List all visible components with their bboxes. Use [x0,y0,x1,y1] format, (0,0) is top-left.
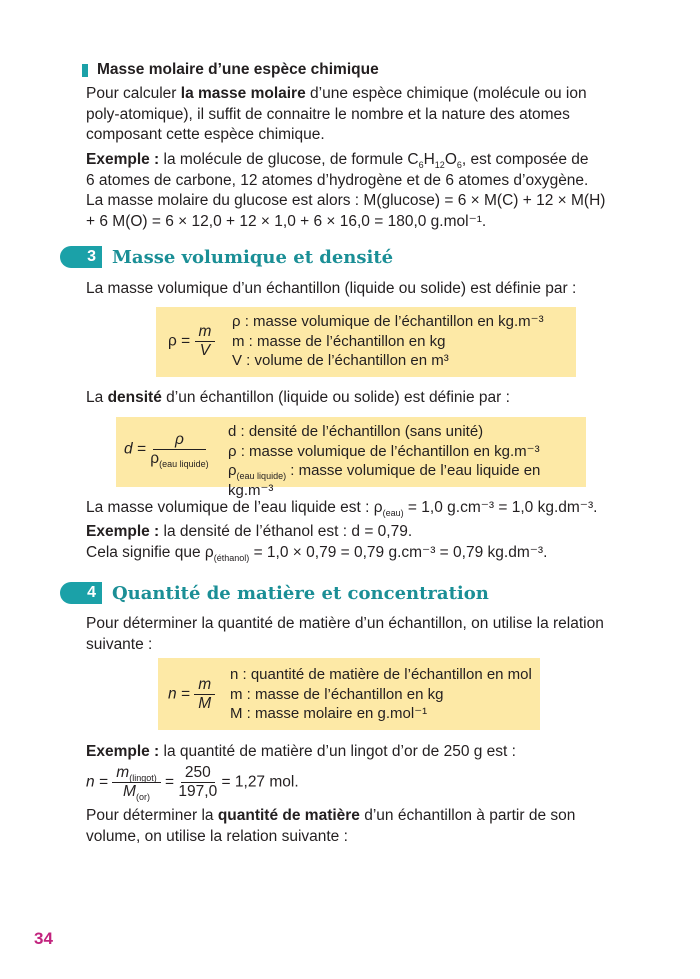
section-3-heading [60,245,393,269]
example-label: Exemple : [86,151,160,168]
def-rho-water: $\rho_{(eau liquide)}$ : masse volumique de l’eau liquide en kg.m⁻³ [228,462,541,499]
density-intro: La densité d’un échantillon (liquide ou solide) est définie par : [86,389,510,406]
quantity-box [158,658,540,730]
glucose-example: Exemple : la molécule de glucose, de formule $C_6H_{12}O_6$, est composée de 6 atomes de carbone, 12 atomes d’hydrogène et de 6 atomes d’oxygène. La masse molaire du glucose est alors : M(glucose) = 6 × M(C) + 12 × M(H) + 6 M(O) = 6 × 12,0 + 12 × 1,0 + 6 × 16,0 = 180,0 g.mol⁻¹. [86,151,606,230]
section-3-title: Masse volumique et densité [112,246,394,268]
gold-calculation: n = $\frac{m_{(lingot)}}{M_{(or)}}$ = $\frac{250}{197,0}$ = 1,27 mol. [86,764,299,803]
volumic-mass-box [156,307,576,377]
density-box [116,417,586,499]
density-mass-intro: La masse volumique d’un échantillon (liquide ou solide) est définie par : [86,280,577,297]
quantity-intro: Pour déterminer la quantité de matière d’un échantillon, on utilise la relation suivante : [86,615,604,653]
ethanol-example: Exemple : la densité de l’éthanol est : d = 0,79. Cela signifie que $\rho_{(éthanol)} = 1,0 \times 0,79 = 0,79$ g.cm⁻³ = 0,79 kg.dm⁻³. [86,523,548,563]
section-3-number: 3 [60,246,102,268]
section-4-number: 4 [60,582,102,604]
def-molar-mass: M : masse molaire en g.mol⁻¹ [230,705,428,722]
subsection-title: Masse molaire d’une espèce chimique [97,61,379,78]
water-density: La masse volumique de l’eau liquide est : $\rho_{(eau)} = 1,0$ g.cm⁻³ = 1,0 kg.dm⁻³. [86,499,598,519]
section-4-title: Quantité de matière et concentration [112,582,489,604]
heading-marker [82,64,88,77]
closing-text: Pour déterminer la quantité de matière d’un échantillon à partir de son volume, on utilise la relation suivante : [86,807,576,845]
molar-mass-intro: Pour calculer la masse molaire d’une espèce chimique (molécule ou ion poly-atomique), il suffit de connaitre le nombre et la nature des atomes composant cette espèce chimique. [86,85,587,143]
def-v: V : volume de l’échantillon en m³ [232,352,449,369]
def-rho: ρ : masse volumique de l’échantillon en kg.m⁻³ [232,313,544,330]
density-definitions [228,422,586,500]
def-n: n : quantité de matière de l’échantillon en mol [230,666,532,683]
page-number: 34 [34,929,53,948]
density-formula: d = $\frac{\rho}{\rho_{(eau liquide)}}$ [124,431,209,470]
def-d: d : densité de l’échantillon (sans unité) [228,423,484,440]
volumic-mass-formula: ρ = $\frac{m}{V}$ [168,323,215,360]
subsection-heading [82,61,379,79]
molar-mass-term: la masse molaire [180,85,306,102]
gold-example: Exemple : la quantité de matière d’un lingot d’or de 250 g est : [86,743,516,760]
section-4-heading [60,581,489,605]
quantity-definitions [230,665,532,724]
def-rho-sample: ρ : masse volumique de l’échantillon en kg.m⁻³ [228,442,540,460]
def-m: m : masse de l’échantillon en kg [232,332,446,350]
quantity-formula: n = $\frac{m}{M}$ [168,676,215,713]
volumic-mass-definitions [232,312,544,371]
def-m-mass: m : masse de l’échantillon en kg [230,685,444,703]
